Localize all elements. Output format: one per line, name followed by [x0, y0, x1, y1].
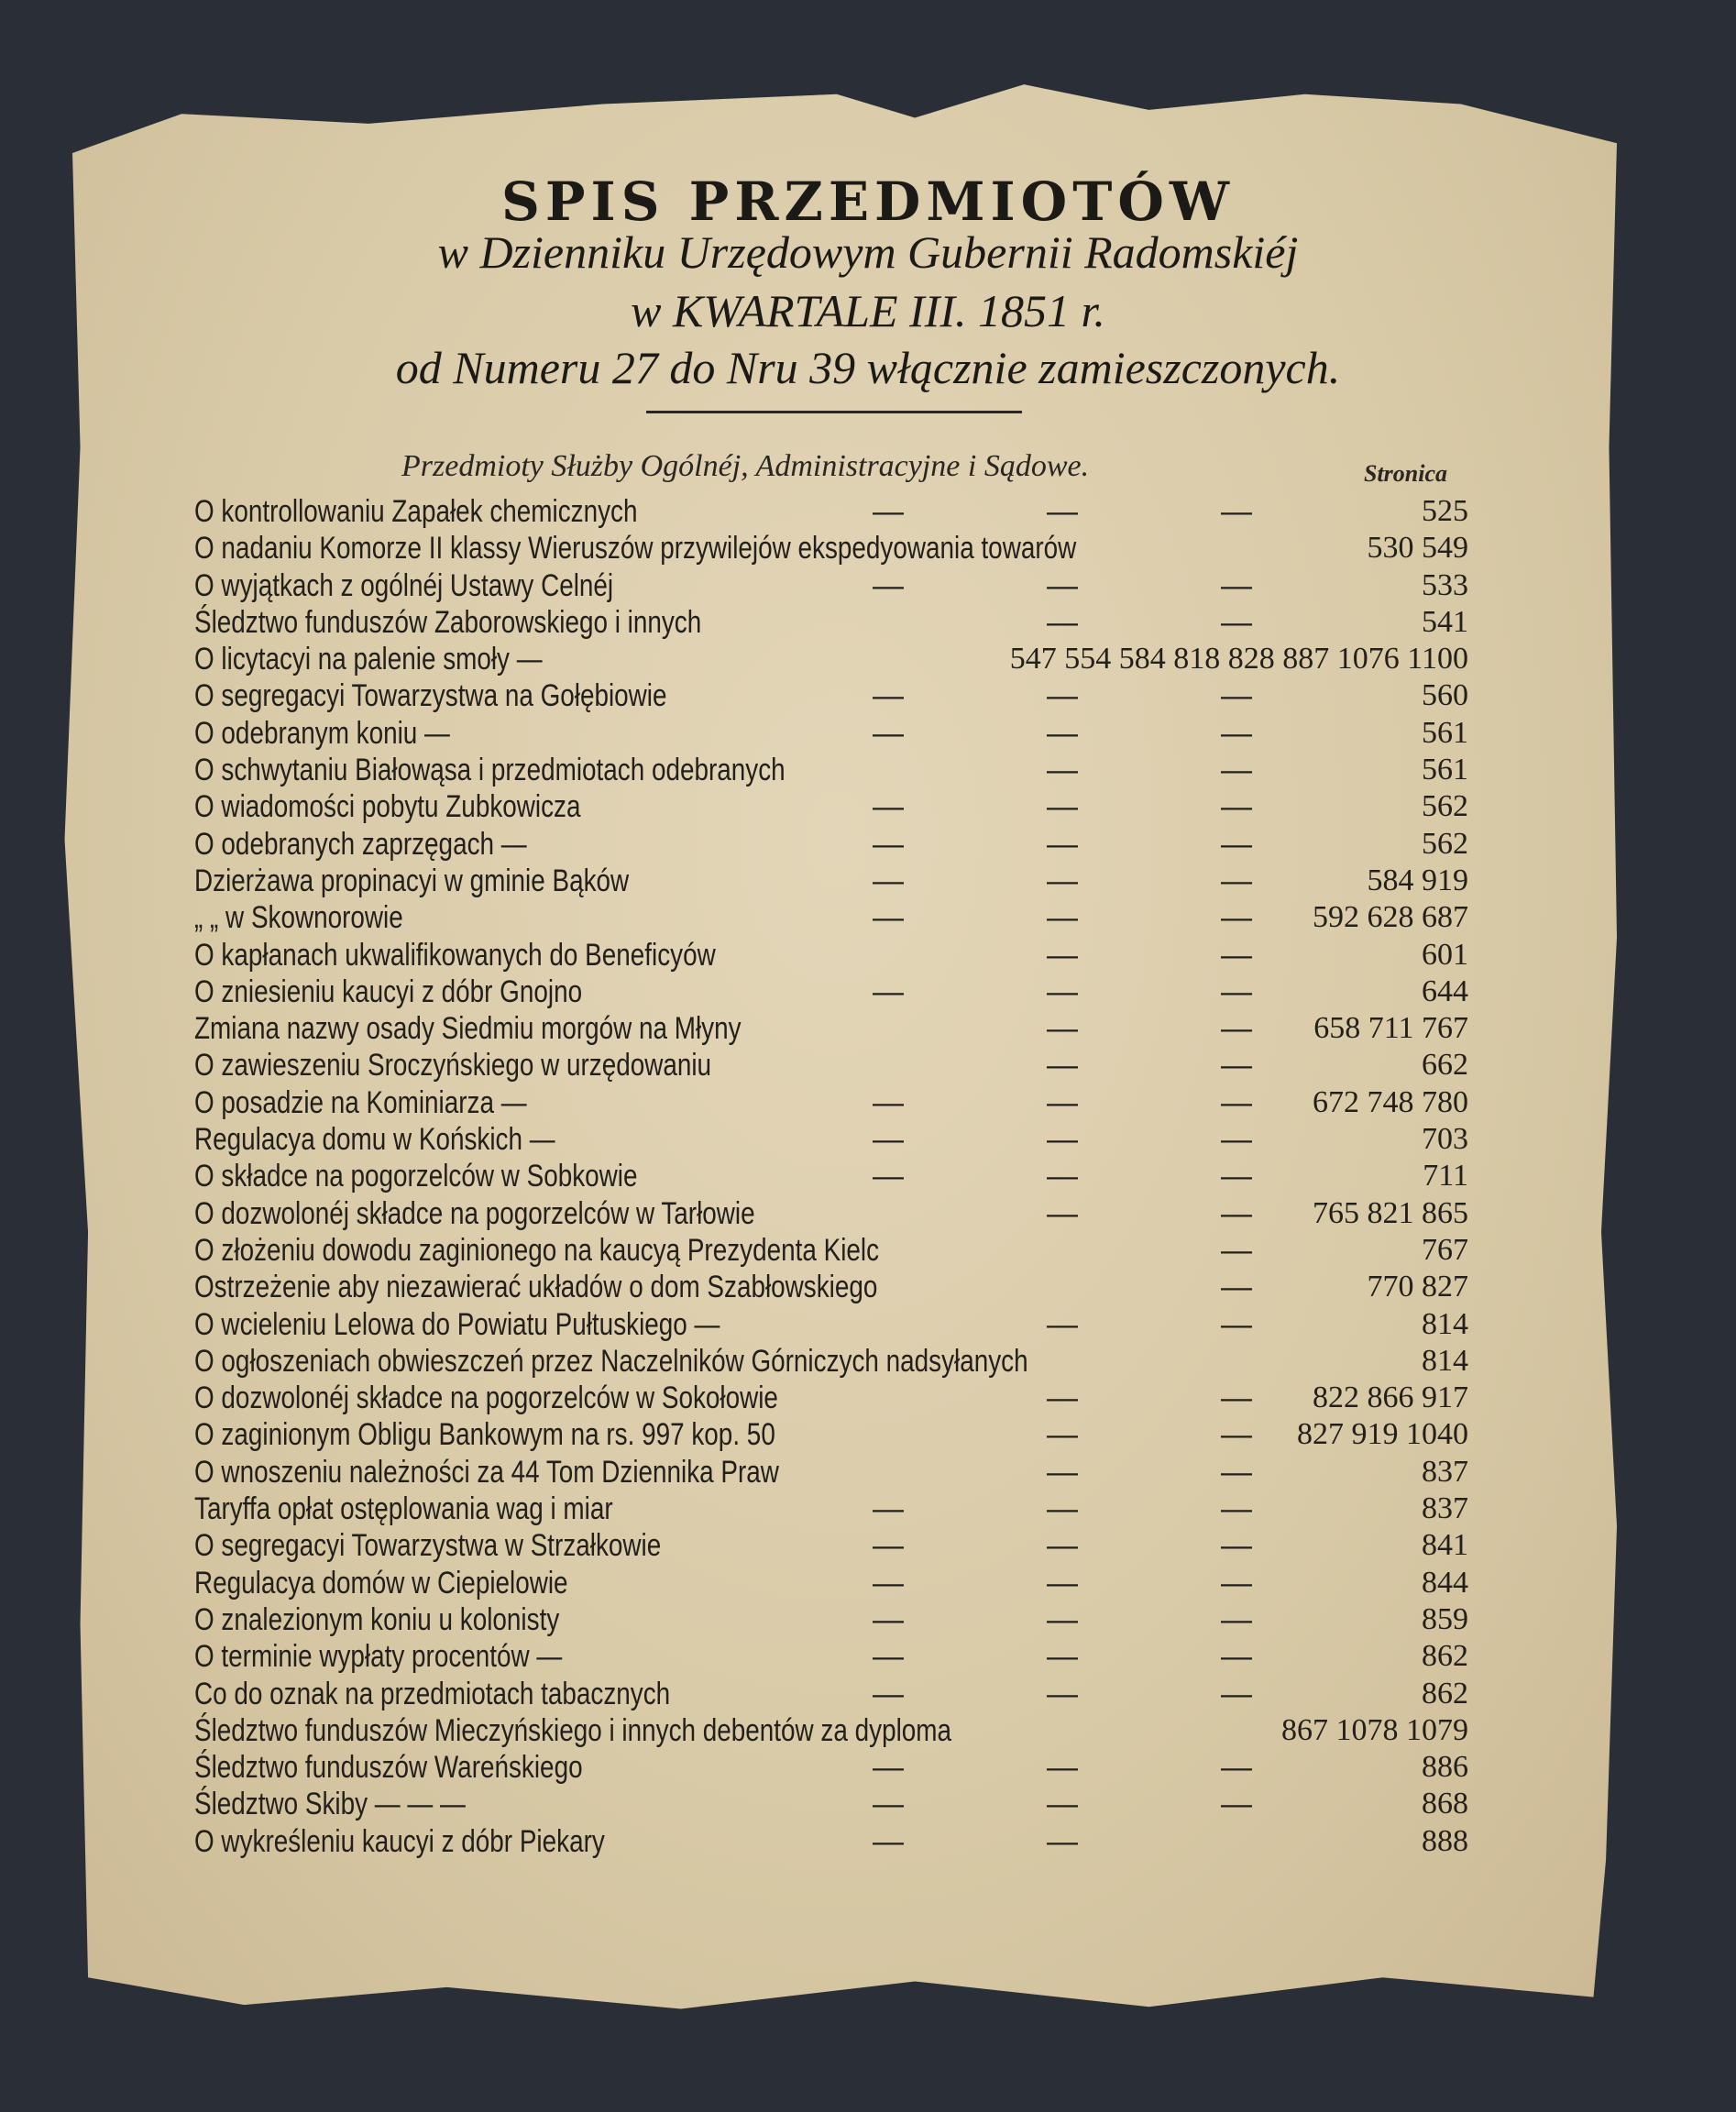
dash-leader: — — [1221, 1270, 1252, 1305]
entry-pages: 561 — [1422, 715, 1468, 750]
list-item — [194, 1380, 1468, 1416]
entry-subject: Dzierżawa propinacyi w gminie Bąków — [194, 863, 630, 898]
entry-subject: O nadaniu Komorze II klassy Wieruszów przywilejów ekspedyowania towarów — [194, 531, 1077, 566]
list-item — [194, 1749, 1468, 1786]
entry-subject: Śledztwo Skiby — — — — [194, 1787, 466, 1822]
entry-subject: O wcieleniu Lelowa do Powiatu Pułtuskiego — — [194, 1306, 720, 1342]
dash-leader: — — [873, 1787, 904, 1822]
list-item — [194, 1527, 1468, 1564]
entry-pages: 765 821 865 — [1313, 1195, 1468, 1230]
entry-pages: 837 — [1422, 1491, 1468, 1526]
list-item — [194, 1416, 1468, 1453]
entry-pages: 601 — [1422, 937, 1468, 972]
entry-pages: 814 — [1422, 1306, 1468, 1341]
list-item — [194, 1121, 1468, 1158]
index-list — [194, 493, 1468, 1860]
dash-leader: — — [1221, 1122, 1252, 1158]
dash-leader: — — [1221, 567, 1252, 603]
entry-subject: Ostrzeżenie aby niezawierać układów o dom Szabłowskiego — [194, 1270, 878, 1305]
entry-subject: Taryffa opłat ostęplowania wag i miar — [194, 1491, 613, 1527]
entry-pages: 561 — [1422, 753, 1468, 787]
entry-pages: 868 — [1422, 1787, 1468, 1821]
entry-pages: 533 — [1422, 567, 1468, 602]
dash-leader: — — [1221, 1048, 1252, 1084]
dash-leader: — — [1221, 678, 1252, 714]
entry-subject: Zmiana nazwy osady Siedmiu morgów na Młyny — [194, 1011, 742, 1047]
dash-leader: — — [1047, 1787, 1078, 1822]
dash-leader: — — [873, 1676, 904, 1711]
title-divider — [646, 411, 1022, 413]
list-item — [194, 604, 1468, 641]
dash-leader: — — [873, 567, 904, 603]
dash-leader: — — [873, 1528, 904, 1564]
entry-subject: O licytacyi na palenie smoły — — [194, 642, 543, 677]
dash-leader: — — [1221, 1528, 1252, 1564]
dash-leader: — — [1221, 1676, 1252, 1711]
dash-leader: — — [1221, 1491, 1252, 1527]
entry-pages: 662 — [1422, 1048, 1468, 1083]
list-item — [194, 752, 1468, 788]
dash-leader: — — [873, 678, 904, 714]
entry-subject: O posadzie na Kominiarza — — [194, 1084, 527, 1120]
list-item — [194, 974, 1468, 1010]
entry-subject: O dozwolonéj składce na pogorzelców w Tarłowie — [194, 1195, 755, 1231]
dash-leader: — — [1221, 1787, 1252, 1822]
document-title: SPIS PRZEDMIOTÓW — [500, 170, 1236, 233]
entry-pages: 886 — [1422, 1750, 1468, 1785]
entry-subject: Regulacya domu w Końskich — — [194, 1122, 555, 1158]
dash-leader: — — [1047, 1491, 1078, 1527]
entry-subject: O składce na pogorzelców w Sobkowie — [194, 1159, 638, 1194]
dash-leader: — — [873, 1122, 904, 1158]
entry-subject: O ogłoszeniach obwieszczeń przez Naczelników Górniczych nadsyłanych — [194, 1343, 1028, 1379]
entry-pages: 658 711 767 — [1313, 1011, 1468, 1046]
entry-subject: O złożeniu dowodu zaginionego na kaucyą Prezydenta Kielc — [194, 1232, 880, 1268]
dash-leader: — — [1047, 1195, 1078, 1231]
dash-leader: — — [1221, 1232, 1252, 1268]
entry-subject: O odebranym koniu — — [194, 715, 450, 751]
dash-leader: — — [1047, 900, 1078, 936]
dash-leader: — — [1221, 1306, 1252, 1342]
entry-pages: 822 866 917 — [1313, 1380, 1468, 1415]
entry-subject: Regulacya domów w Ciepielowie — [194, 1565, 568, 1600]
dash-leader: — — [1221, 494, 1252, 529]
dash-leader: — — [873, 494, 904, 529]
entry-pages: 530 549 — [1367, 531, 1468, 566]
entry-pages: 584 919 — [1367, 863, 1468, 897]
list-item — [194, 1269, 1468, 1305]
entry-subject: O dozwolonéj składce na pogorzelców w Sokołowie — [194, 1380, 778, 1416]
list-item — [194, 899, 1468, 936]
dash-leader: — — [873, 1639, 904, 1675]
dash-leader: — — [1221, 715, 1252, 751]
list-item — [194, 1306, 1468, 1343]
dash-leader: — — [1221, 604, 1252, 640]
entry-subject: O schwytaniu Białowąsa i przedmiotach odebranych — [194, 753, 786, 788]
dash-leader: — — [873, 900, 904, 936]
subtitle-line-1: w Dzienniku Urzędowym Gubernii Radomskiéj — [437, 226, 1299, 278]
entry-pages: 644 — [1422, 974, 1468, 1008]
dash-leader: — — [1221, 1601, 1252, 1637]
list-item — [194, 1638, 1468, 1675]
dash-leader: — — [1047, 826, 1078, 862]
entry-subject: O zaginionym Obligu Bankowym na rs. 997 kop. 50 — [194, 1417, 775, 1453]
list-item — [194, 530, 1468, 566]
dash-leader: — — [873, 826, 904, 862]
dash-leader: — — [873, 1750, 904, 1786]
dash-leader: — — [1221, 937, 1252, 973]
entry-pages: 560 — [1422, 678, 1468, 713]
entry-pages: 859 — [1422, 1601, 1468, 1636]
list-item — [194, 1010, 1468, 1047]
entry-pages: 888 — [1422, 1823, 1468, 1858]
list-item — [194, 1490, 1468, 1527]
page-column-heading: Stronica — [1364, 460, 1448, 487]
dash-leader: — — [1221, 753, 1252, 788]
entry-pages: 844 — [1422, 1565, 1468, 1600]
dash-leader: — — [1047, 863, 1078, 898]
entry-pages: 827 919 1040 — [1297, 1417, 1468, 1452]
subtitle-line-3: od Numeru 27 do Nru 39 włącznie zamieszczonych. — [395, 342, 1341, 393]
list-item — [194, 1047, 1468, 1084]
list-item — [194, 863, 1468, 899]
dash-leader: — — [1221, 1195, 1252, 1231]
list-item — [194, 1565, 1468, 1601]
dash-leader: — — [1047, 1159, 1078, 1194]
dash-leader: — — [1221, 1639, 1252, 1675]
dash-leader: — — [1221, 1011, 1252, 1047]
dash-leader: — — [1221, 1750, 1252, 1786]
dash-leader: — — [1047, 1048, 1078, 1084]
dash-leader: — — [1047, 1823, 1078, 1859]
dash-leader: — — [1221, 1565, 1252, 1600]
dash-leader: — — [1047, 1417, 1078, 1453]
entry-subject: „ „ w Skownorowie — [194, 900, 403, 936]
dash-leader: — — [873, 974, 904, 1009]
entry-pages: 814 — [1422, 1343, 1468, 1378]
dash-leader: — — [1221, 1159, 1252, 1194]
entry-subject: Co do oznak na przedmiotach tabacznych — [194, 1676, 671, 1711]
dash-leader: — — [1047, 1528, 1078, 1564]
dash-leader: — — [1221, 974, 1252, 1009]
dash-leader: — — [1047, 1750, 1078, 1786]
dash-leader: — — [1047, 604, 1078, 640]
dash-leader: — — [1221, 826, 1252, 862]
list-item — [194, 1823, 1468, 1860]
subtitle-line-2: w KWARTALE III. 1851 r. — [631, 285, 1105, 336]
list-item — [194, 1454, 1468, 1490]
list-item — [194, 826, 1468, 863]
dash-leader: — — [1221, 1417, 1252, 1453]
dash-leader: — — [873, 1823, 904, 1859]
list-item — [194, 567, 1468, 604]
entry-pages: 867 1078 1079 — [1281, 1712, 1468, 1747]
list-item — [194, 1786, 1468, 1822]
dash-leader: — — [1047, 1601, 1078, 1637]
dash-leader: — — [873, 789, 904, 825]
entry-pages: 547 554 584 818 828 887 1076 1100 — [1009, 642, 1468, 676]
dash-leader: — — [1047, 789, 1078, 825]
dash-leader: — — [1047, 1084, 1078, 1120]
dash-leader: — — [1221, 789, 1252, 825]
dash-leader: — — [1047, 1122, 1078, 1158]
dash-leader: — — [1047, 1454, 1078, 1490]
dash-leader: — — [1047, 1565, 1078, 1600]
list-item — [194, 937, 1468, 974]
entry-pages: 703 — [1422, 1122, 1468, 1157]
entry-pages: 862 — [1422, 1676, 1468, 1710]
list-item — [194, 715, 1468, 752]
entry-subject: O kontrollowaniu Zapałek chemicznych — [194, 494, 638, 529]
entry-pages: 837 — [1422, 1454, 1468, 1489]
entry-pages: 862 — [1422, 1639, 1468, 1674]
dash-leader: — — [873, 1601, 904, 1637]
entry-pages: 767 — [1422, 1232, 1468, 1267]
list-item — [194, 677, 1468, 714]
dash-leader: — — [1047, 567, 1078, 603]
dash-leader: — — [1047, 937, 1078, 973]
dash-leader: — — [1221, 863, 1252, 898]
entry-subject: O kapłanach ukwalifikowanych do Beneficyów — [194, 937, 716, 973]
list-item — [194, 493, 1468, 530]
entry-pages: 711 — [1423, 1159, 1468, 1194]
entry-subject: O wnoszeniu należności za 44 Tom Dziennika Praw — [194, 1454, 779, 1490]
entry-pages: 525 — [1422, 494, 1468, 528]
dash-leader: — — [873, 1084, 904, 1120]
list-item — [194, 1601, 1468, 1638]
dash-leader: — — [1221, 1454, 1252, 1490]
entry-subject: O wykreśleniu kaucyi z dóbr Piekary — [194, 1823, 605, 1859]
dash-leader: — — [1221, 900, 1252, 936]
list-item — [194, 1343, 1468, 1380]
dash-leader: — — [1047, 1639, 1078, 1675]
dash-leader: — — [1047, 974, 1078, 1009]
entry-subject: O zniesieniu kaucyi z dóbr Gnojno — [194, 974, 583, 1009]
entry-subject: O terminie wypłaty procentów — — [194, 1639, 563, 1675]
dash-leader: — — [1047, 1676, 1078, 1711]
entry-subject: O wyjątkach z ogólnéj Ustawy Celnéj — [194, 567, 614, 603]
list-item — [194, 1158, 1468, 1194]
entry-subject: Śledztwo funduszów Zaborowskiego i innych — [194, 604, 702, 640]
list-item — [194, 1084, 1468, 1121]
entry-pages: 562 — [1422, 789, 1468, 824]
dash-leader: — — [873, 863, 904, 898]
entry-pages: 770 827 — [1367, 1270, 1468, 1304]
entry-subject: O segregacyi Towarzystwa w Strzałkowie — [194, 1528, 662, 1564]
entry-subject: Śledztwo funduszów Mieczyńskiego i innych debentów za dyploma — [194, 1712, 952, 1748]
section-heading: Przedmioty Służby Ogólnéj, Administracyjne i Sądowe. — [401, 449, 1090, 483]
dash-leader: — — [1047, 715, 1078, 751]
dash-leader: — — [1221, 1380, 1252, 1416]
entry-subject: O zawieszeniu Sroczyńskiego w urzędowaniu — [194, 1048, 712, 1084]
entry-pages: 841 — [1422, 1528, 1468, 1563]
dash-leader: — — [873, 1565, 904, 1600]
dash-leader: — — [1047, 494, 1078, 529]
dash-leader: — — [1221, 1084, 1252, 1120]
list-item — [194, 1712, 1468, 1749]
entry-pages: 672 748 780 — [1313, 1084, 1468, 1119]
list-item — [194, 1195, 1468, 1232]
entry-subject: O segregacyi Towarzystwa na Gołębiowie — [194, 678, 667, 714]
dash-leader: — — [1047, 753, 1078, 788]
dash-leader: — — [873, 715, 904, 751]
entry-subject: O znalezionym koniu u kolonisty — [194, 1601, 560, 1637]
dash-leader: — — [1047, 1011, 1078, 1047]
list-item — [194, 1232, 1468, 1269]
list-item — [194, 641, 1468, 677]
dash-leader: — — [1047, 1380, 1078, 1416]
list-item — [194, 1676, 1468, 1712]
list-item — [194, 788, 1468, 825]
entry-subject: Śledztwo funduszów Wareńskiego — [194, 1750, 583, 1786]
entry-pages: 541 — [1422, 604, 1468, 639]
dash-leader: — — [1047, 678, 1078, 714]
dash-leader: — — [1047, 1306, 1078, 1342]
dash-leader: — — [873, 1159, 904, 1194]
entry-pages: 562 — [1422, 826, 1468, 861]
entry-pages: 592 628 687 — [1313, 900, 1468, 935]
entry-subject: O wiadomości pobytu Zubkowicza — [194, 789, 581, 825]
dash-leader: — — [873, 1491, 904, 1527]
entry-subject: O odebranych zaprzęgach — — [194, 826, 527, 862]
